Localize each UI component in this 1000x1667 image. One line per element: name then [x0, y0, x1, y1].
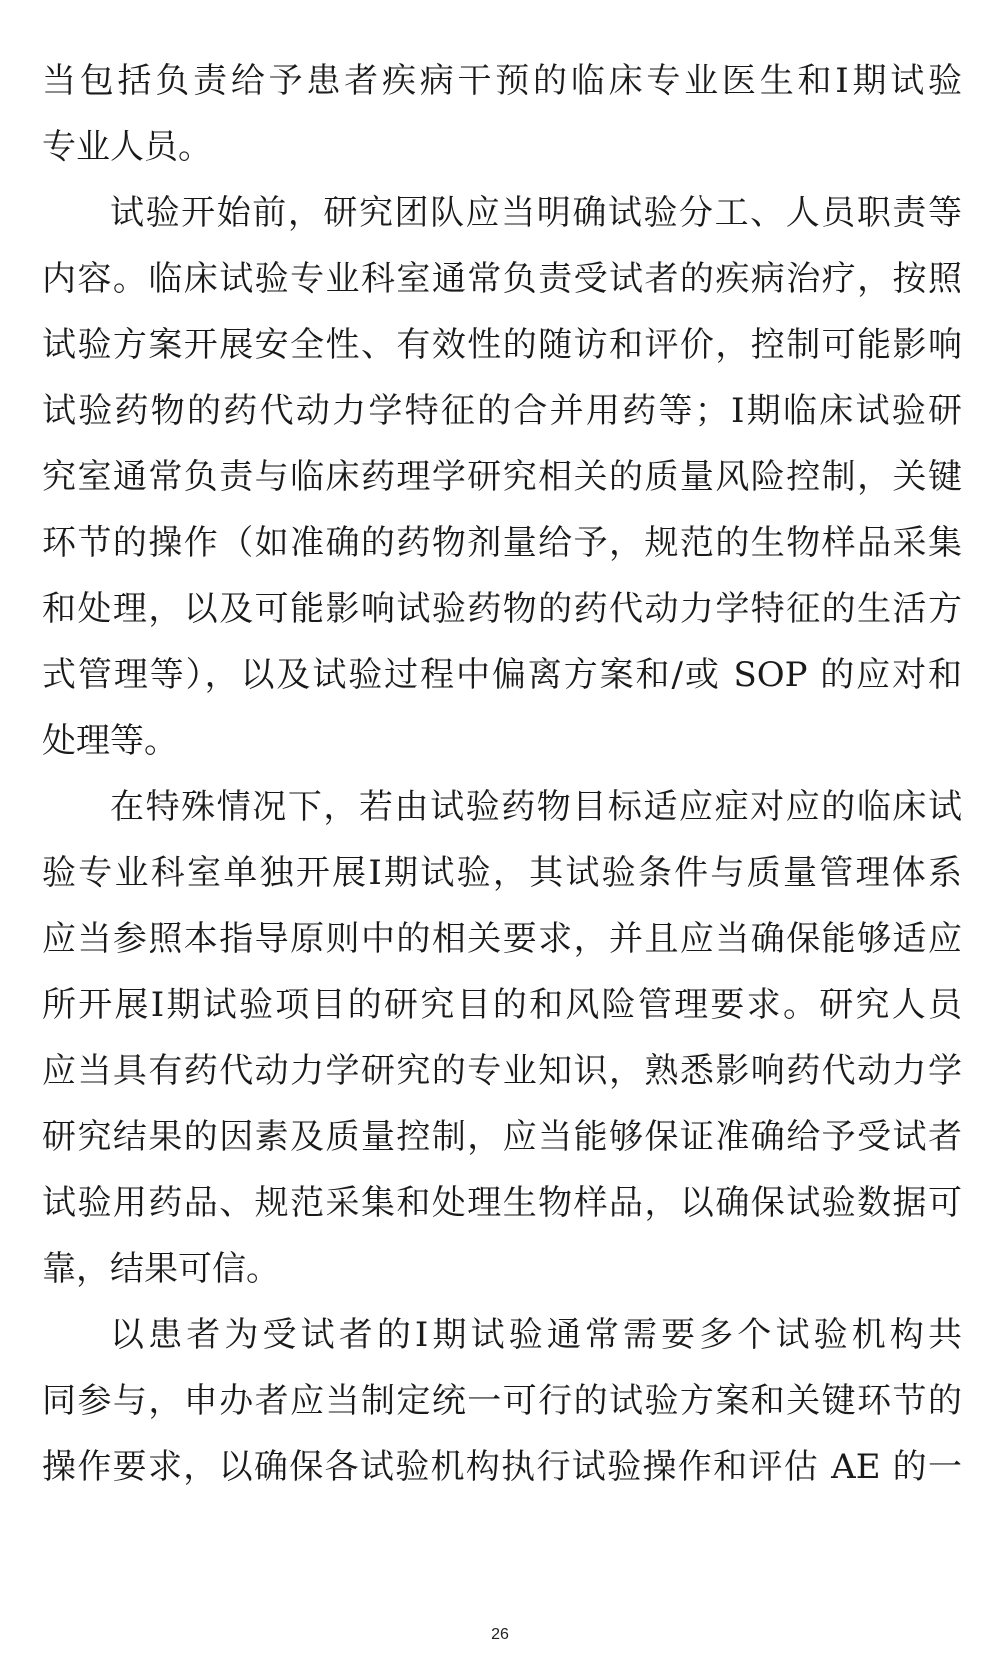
text-line: 应当参照本指导原则中的相关要求，并且应当确保能够适应 — [42, 919, 962, 959]
text-line: 试验方案开展安全性、有效性的随访和评价，控制可能影响 — [42, 325, 962, 365]
text-line: 操作要求，以确保各试验机构执行试验操作和评估 AE 的一 — [42, 1447, 962, 1487]
text-line: 同参与，申办者应当制定统一可行的试验方案和关键环节的 — [42, 1381, 962, 1421]
text-line: 研究结果的因素及质量控制，应当能够保证准确给予受试者 — [42, 1117, 962, 1157]
text-line: 验专业科室单独开展Ⅰ期试验，其试验条件与质量管理体系 — [42, 853, 962, 893]
text-line: 环节的操作（如准确的药物剂量给予，规范的生物样品采集 — [42, 523, 962, 563]
text-line: 应当具有药代动力学研究的专业知识，熟悉影响药代动力学 — [42, 1051, 962, 1091]
text-line: 专业人员。 — [42, 127, 212, 167]
text-line: 内容。临床试验专业科室通常负责受试者的疾病治疗，按照 — [42, 259, 962, 299]
text-line: 当包括负责给予患者疾病干预的临床专业医生和Ⅰ期试验 — [42, 61, 962, 101]
body-text — [42, 48, 962, 1500]
text-line: 处理等。 — [42, 721, 178, 761]
text-line: 式管理等），以及试验过程中偏离方案和/或 SOP 的应对和 — [42, 655, 962, 695]
text-line: 究室通常负责与临床药理学研究相关的质量风险控制，关键 — [42, 457, 962, 497]
text-line: 试验用药品、规范采集和处理生物样品，以确保试验数据可 — [42, 1183, 962, 1223]
text-line: 在特殊情况下，若由试验药物目标适应症对应的临床试 — [110, 787, 962, 827]
page-number: 26 — [491, 1626, 509, 1643]
text-line: 和处理，以及可能影响试验药物的药代动力学特征的生活方 — [42, 589, 962, 629]
text-line: 以患者为受试者的Ⅰ期试验通常需要多个试验机构共 — [110, 1315, 962, 1355]
text-line: 试验开始前，研究团队应当明确试验分工、人员职责等 — [110, 193, 962, 233]
text-line: 试验药物的药代动力学特征的合并用药等；Ⅰ期临床试验研 — [42, 391, 962, 431]
text-line: 靠，结果可信。 — [42, 1249, 280, 1289]
text-line: 所开展Ⅰ期试验项目的研究目的和风险管理要求。研究人员 — [42, 985, 962, 1025]
